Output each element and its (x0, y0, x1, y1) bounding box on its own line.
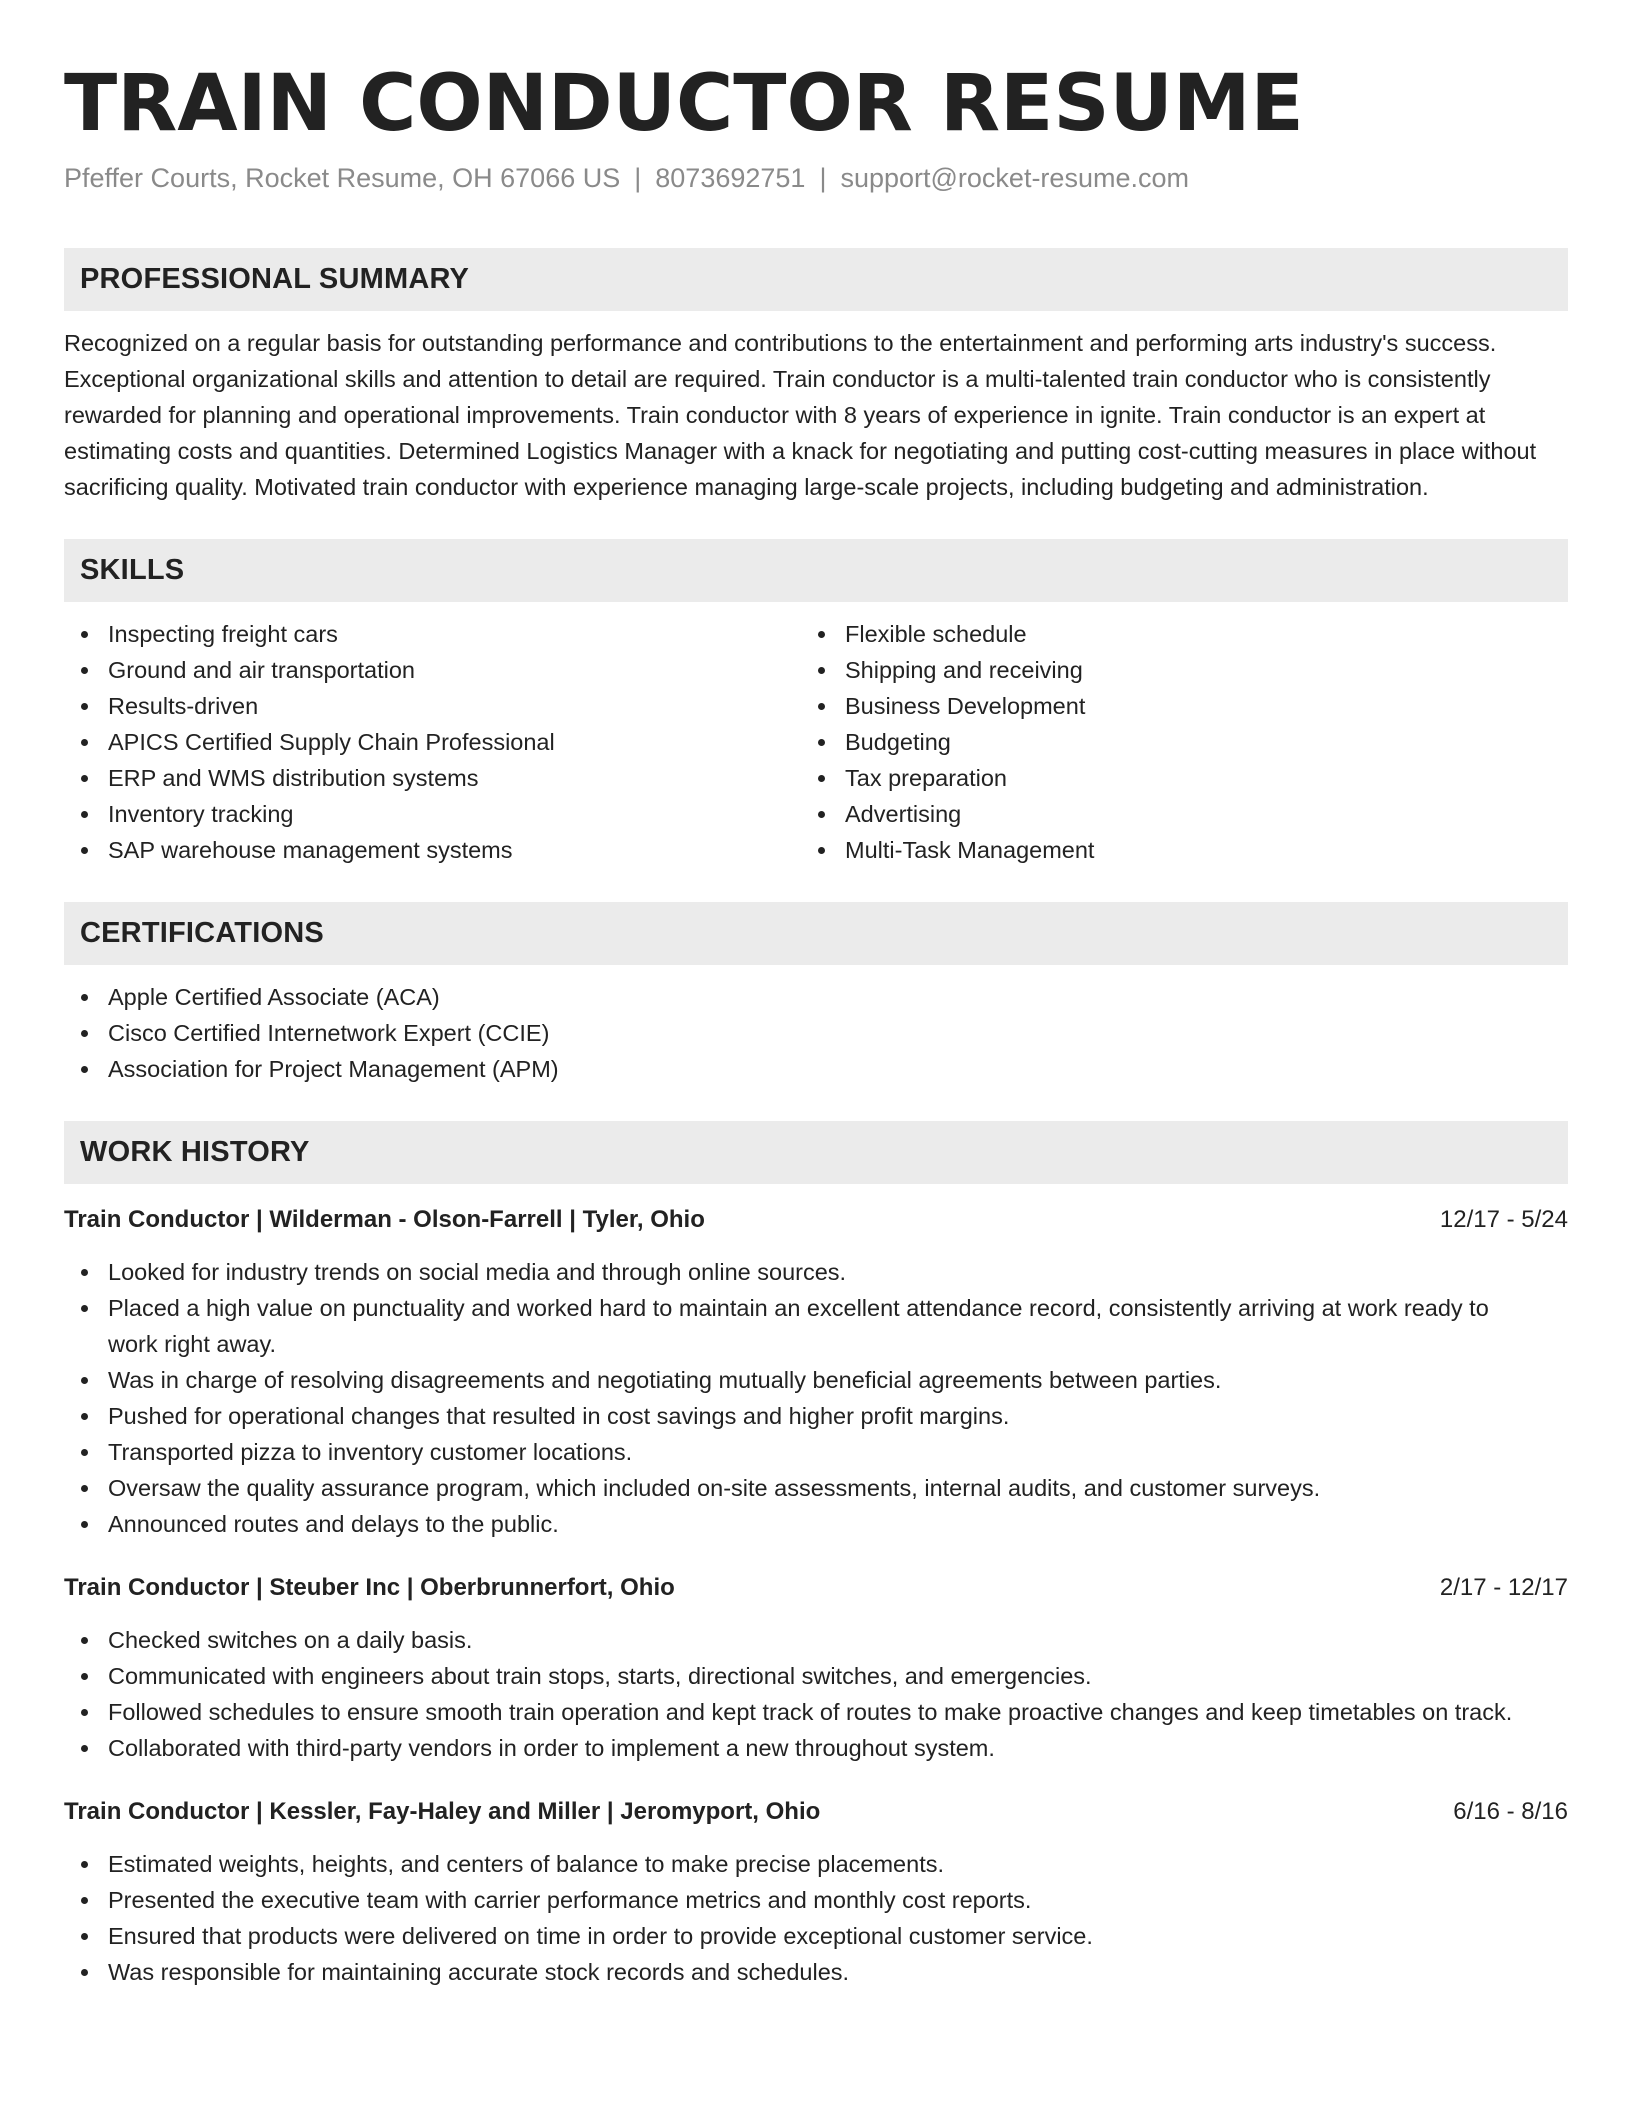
certification-item: Cisco Certified Internetwork Expert (CCIE) (64, 1015, 1568, 1051)
job-duty: Pushed for operational changes that resulted in cost savings and higher profit margins. (64, 1398, 1568, 1434)
job-duty: Ensured that products were delivered on time in order to provide exceptional customer service. (64, 1918, 1568, 1954)
job-dates: 6/16 - 8/16 (1453, 1798, 1568, 1825)
job-duty: Placed a high value on punctuality and worked hard to maintain an excellent attendance record, consistently arriving at work ready to work right away. (64, 1290, 1568, 1362)
job-duty: Estimated weights, heights, and centers of balance to make precise placements. (64, 1846, 1568, 1882)
skill-item: Ground and air transportation (64, 652, 801, 688)
certifications-heading: CERTIFICATIONS (64, 902, 1568, 965)
job-duties (64, 1254, 1568, 1542)
contact-separator: | (819, 163, 827, 193)
job-header (64, 1202, 1568, 1238)
skill-item: Multi-Task Management (801, 832, 1538, 868)
job-duties (64, 1622, 1568, 1766)
skill-item: Inventory tracking (64, 796, 801, 832)
summary-heading: PROFESSIONAL SUMMARY (64, 248, 1568, 311)
job-title: Train Conductor | Steuber Inc | Oberbrunnerfort, Ohio (64, 1574, 675, 1601)
contact-line (64, 160, 1568, 196)
job-duty: Transported pizza to inventory customer locations. (64, 1434, 1568, 1470)
job-dates: 2/17 - 12/17 (1439, 1574, 1568, 1601)
summary-text: Recognized on a regular basis for outstanding performance and contributions to the entertainment and performing arts industry's success. Exceptional organizational skills and attention to detail are required. Train conductor is a multi-talented train conductor who is consistently rewarded for planning and operational improvements. Train conductor with 8 years of experience in ignite. Train conductor is an expert at estimating costs and quantities. Determined Logistics Manager with a knack for negotiating and putting cost-cutting measures in place without sacrificing quality. Motivated train conductor with experience managing large-scale projects, including budgeting and administration. (64, 330, 1537, 500)
job-title: Train Conductor | Wilderman - Olson-Farrell | Tyler, Ohio (64, 1206, 705, 1233)
skill-item: Inspecting freight cars (64, 616, 801, 652)
skill-item: Business Development (801, 688, 1538, 724)
job-duty: Collaborated with third-party vendors in order to implement a new throughout system. (64, 1730, 1568, 1766)
job-dates: 12/17 - 5/24 (1439, 1206, 1568, 1233)
contact-separator: | (634, 163, 642, 193)
job-duty: Checked switches on a daily basis. (64, 1622, 1568, 1658)
skill-item: Advertising (801, 796, 1538, 832)
job-duty: Was responsible for maintaining accurate stock records and schedules. (64, 1954, 1568, 1990)
job-duty: Announced routes and delays to the public. (64, 1506, 1568, 1542)
skills-column-left (64, 616, 801, 868)
contact-address: Pfeffer Courts, Rocket Resume, OH 67066 US (64, 163, 621, 193)
job-entry (64, 1794, 1568, 1990)
work-history-heading: WORK HISTORY (64, 1121, 1568, 1184)
job-duty: Followed schedules to ensure smooth train operation and kept track of routes to make proactive changes and keep timetables on track. (64, 1694, 1568, 1730)
skill-item: Shipping and receiving (801, 652, 1538, 688)
skill-item: Flexible schedule (801, 616, 1538, 652)
job-duty: Presented the executive team with carrier performance metrics and monthly cost reports. (64, 1882, 1568, 1918)
job-title: Train Conductor | Kessler, Fay-Haley and Miller | Jeromyport, Ohio (64, 1798, 821, 1825)
job-duty: Looked for industry trends on social media and through online sources. (64, 1254, 1568, 1290)
job-entry (64, 1570, 1568, 1766)
skill-item: Tax preparation (801, 760, 1538, 796)
certifications-list (64, 979, 1568, 1087)
contact-phone: 8073692751 (655, 163, 806, 193)
certification-item: Apple Certified Associate (ACA) (64, 979, 1568, 1015)
job-duty: Communicated with engineers about train stops, starts, directional switches, and emergencies. (64, 1658, 1568, 1694)
skill-item: Budgeting (801, 724, 1538, 760)
skills-list (64, 616, 1568, 868)
certification-item: Association for Project Management (APM) (64, 1051, 1568, 1087)
job-header (64, 1794, 1568, 1830)
job-duty: Oversaw the quality assurance program, which included on-site assessments, internal audits, and customer surveys. (64, 1470, 1568, 1506)
resume-title: TRAIN CONDUCTOR RESUME (64, 59, 1304, 149)
contact-email: support@rocket-resume.com (840, 163, 1189, 193)
job-duties (64, 1846, 1568, 1990)
skill-item: Results-driven (64, 688, 801, 724)
skills-column-right (801, 616, 1538, 868)
skill-item: SAP warehouse management systems (64, 832, 801, 868)
skill-item: APICS Certified Supply Chain Professional (64, 724, 801, 760)
job-duty: Was in charge of resolving disagreements and negotiating mutually beneficial agreements between parties. (64, 1362, 1568, 1398)
job-entry (64, 1202, 1568, 1542)
skills-heading: SKILLS (64, 539, 1568, 602)
job-header (64, 1570, 1568, 1606)
skill-item: ERP and WMS distribution systems (64, 760, 801, 796)
